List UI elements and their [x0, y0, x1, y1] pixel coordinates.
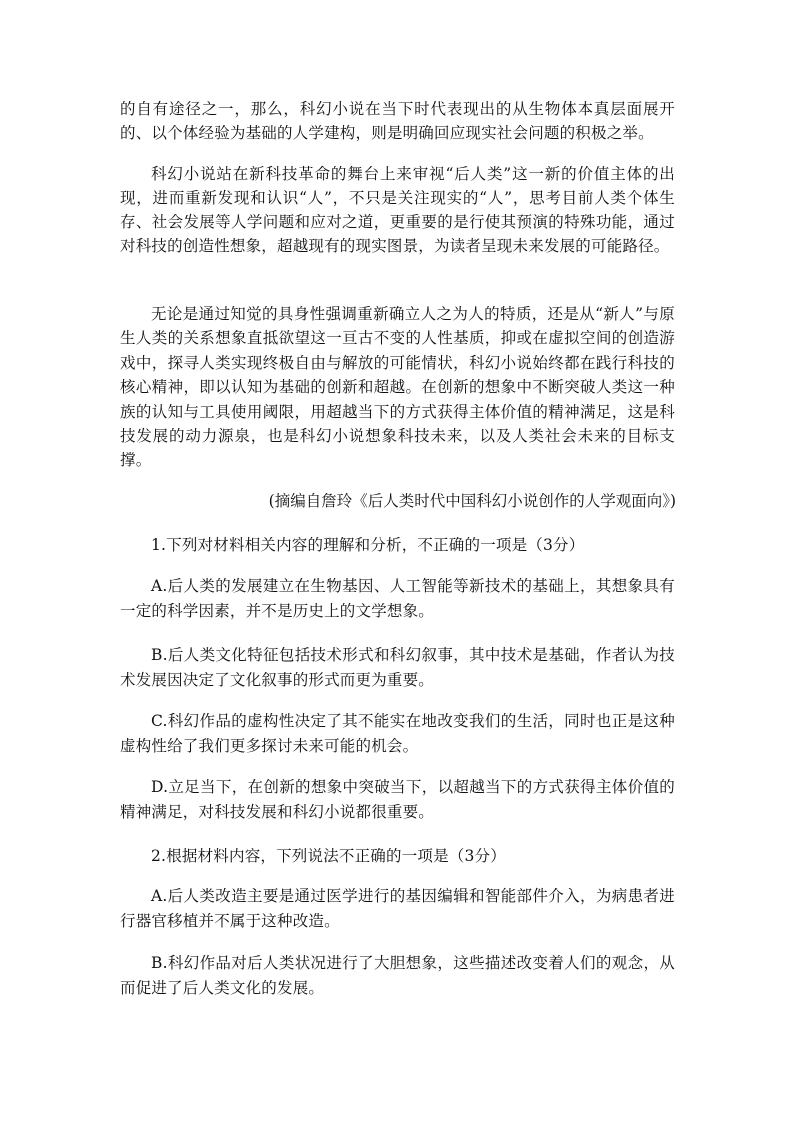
question-1-option-c: C.科幻作品的虚构性决定了其不能实在地改变我们的生活，同时也正是这种虚构性给了我们更多探讨未来可能的机会。	[120, 712, 675, 755]
question-1-option-d: D.立足当下，在创新的想象中突破当下，以超越当下的方式获得主体价值的精神满足，对科技发展和科幻小说都很重要。	[120, 778, 675, 821]
passage-paragraph-1: 的自有途径之一，那么，科幻小说在当下时代表现出的从生物体本真层面展开的、以个体经验为基础的人学建构，则是明确回应现实社会问题的积极之举。	[120, 100, 675, 142]
question-2-stem: 2.根据材料内容，下列说法不正确的一项是（3分）	[151, 847, 506, 865]
question-1-stem: 1.下列对材料相关内容的理解和分析，不正确的一项是（3分）	[151, 536, 585, 554]
passage-source: (摘编自詹玲《后人类时代中国科幻小说创作的人学观面向》)	[268, 492, 676, 510]
question-1-option-a: A.后人类的发展建立在生物基因、人工智能等新技术的基础上，其想象具有一定的科学因素，并不是历史上的文学想象。	[120, 577, 675, 620]
passage-paragraph-2: 科幻小说站在新科技革命的舞台上来审视“后人类”这一新的价值主体的出现，进而重新发现和认识“人”，不只是关注现实的“人”，思考目前人类个体生存、社会发展等人学问题和应对之道，更重要的是行使其预演的特殊功能，通过对科技的创造性想象，超越现有的现实图景，为读者呈现未来发展的可能路径。	[120, 165, 675, 255]
question-2-option-a: A.后人类改造主要是通过医学进行的基因编辑和智能部件介入，为病患者进行器官移植并不属于这种改造。	[120, 887, 675, 930]
question-2-option-b: B.科幻作品对后人类状况进行了大胆想象，这些描述改变着人们的观念，从而促进了后人类文化的发展。	[120, 954, 675, 997]
question-1-option-b: B.后人类文化特征包括技术形式和科幻叙事，其中技术是基础，作者认为技术发展因决定了文化叙事的形式而更为重要。	[120, 646, 675, 689]
passage-paragraph-3: 无论是通过知觉的具身性强调重新确立人之为人的特质，还是从“新人”与原生人类的关系想象直抵欲望这一亘古不变的人性基质，抑或在虚拟空间的创造游戏中，探寻人类实现终极自由与解放的可能情状，科幻小说始终都在践行科技的核心精神，即以认知为基础的创新和超越。在创新的想象中不断突破人类这一种族的认知与工具使用阈限，用超越当下的方式获得主体价值的精神满足，这是科技发展的动力源泉，也是科幻小说想象科技未来，以及人类社会未来的目标支撑。	[120, 305, 675, 470]
